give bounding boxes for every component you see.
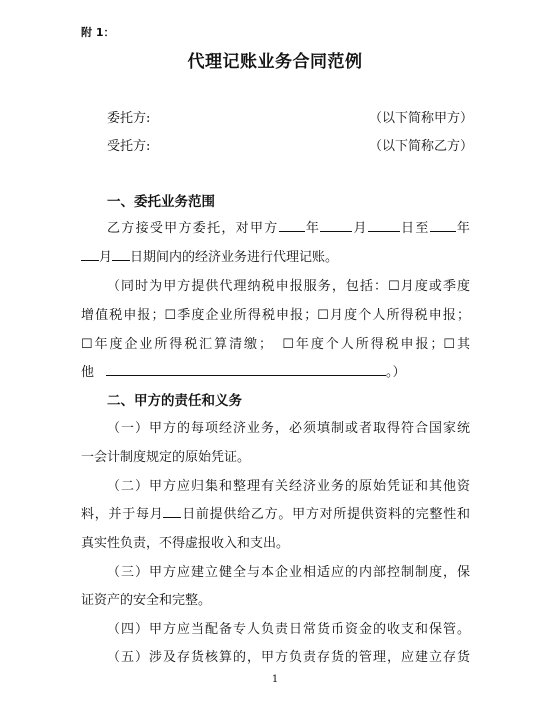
blank-field (163, 505, 181, 518)
scope-period-text: 日期间内的经济业务进行代理记账。 (130, 250, 339, 265)
scope-year: 年 (304, 221, 321, 236)
scope-line-1 (107, 217, 470, 236)
duty-3-line-1: （三）甲方应建立健全与本企业相适应的内部控制制度，保 (107, 565, 470, 580)
duty-2-text: 日前提供给乙方。甲方对所提供资料的完整性和 (181, 507, 470, 522)
duty-4-line-1: （四）甲方应当配备专人负责日常货币资金的收支和保管。 (107, 622, 470, 637)
blank-field (368, 219, 400, 232)
annex-label: 附 1： (81, 26, 115, 39)
duty-2-line-2 (81, 503, 470, 522)
scope-month: 月 (99, 250, 113, 265)
tax-service-line-1: （同时为甲方提供代理纳税申报服务，包括：☐月度或季度 (107, 279, 470, 294)
page-number: 1 (271, 674, 279, 685)
blank-field (430, 219, 456, 232)
scope-month: 月 (352, 221, 368, 236)
tax-service-line-3: ☐年度企业所得税汇算清缴； ☐年度个人所得税申报；☐其 (81, 337, 470, 352)
scope-text: 乙方接受甲方委托，对甲方 (107, 221, 279, 236)
client-label: 委托方: (107, 111, 151, 126)
client-note: （以下简称甲方） (369, 111, 474, 126)
duty-1-line-2: 一会计制度规定的原始凭证。 (81, 450, 251, 465)
duty-3-line-2: 证资产的安全和完整。 (81, 593, 212, 608)
tax-service-line-2: 增值税申报；☐季度企业所得税申报；☐月度个人所得税申报； (81, 308, 470, 323)
blank-field (106, 363, 386, 376)
scope-year: 年 (455, 221, 470, 236)
duty-5-line-1: （五）涉及存货核算的，甲方负责存货的管理，应建立存货 (107, 650, 470, 665)
scope-day-to: 日至 (399, 221, 430, 236)
tax-service-line-4 (81, 361, 470, 380)
blank-field (112, 248, 130, 261)
other-label: 他 (81, 365, 95, 380)
blank-field (320, 219, 352, 232)
duty-2-text: 料，并于每月 (81, 507, 164, 522)
agent-label: 受托方: (107, 139, 151, 154)
blank-field (81, 248, 99, 261)
tax-service-close: 。） (386, 365, 406, 380)
duty-2-line-3: 真实性负责，不得虚报收入和支出。 (81, 536, 290, 551)
agent-note: （以下简称乙方） (369, 139, 474, 154)
scope-line-2 (81, 246, 470, 265)
duty-2-line-1: （二）甲方应归集和整理有关经济业务的原始凭证和其他资 (107, 479, 470, 494)
page-title: 代理记账业务合同范例 (187, 52, 363, 72)
section-1-heading: 一、委托业务范围 (107, 194, 215, 210)
blank-field (279, 219, 305, 232)
section-2-heading: 二、甲方的责任和义务 (107, 393, 242, 409)
duty-1-line-1: （一）甲方的每项经济业务，必须填制或者取得符合国家统 (107, 421, 470, 436)
